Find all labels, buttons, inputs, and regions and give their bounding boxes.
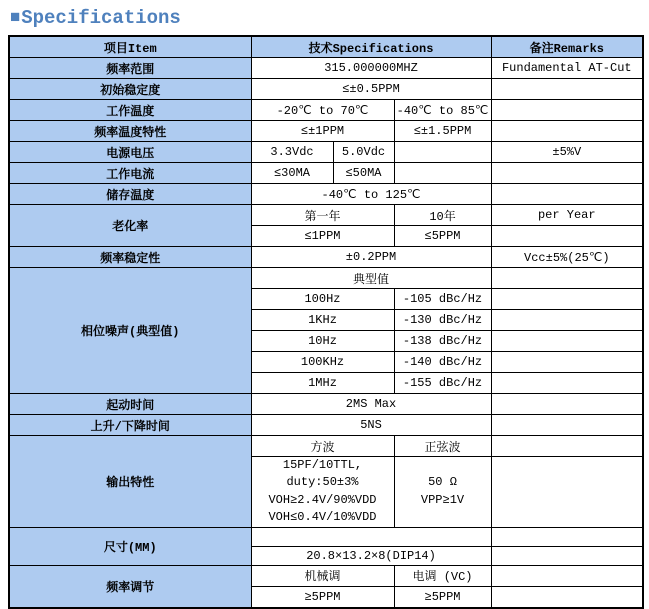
empty-cell — [491, 163, 643, 184]
op-temp-value-1: -20℃ to 70℃ — [251, 100, 394, 121]
freq-adjust-header-mech: 机械调 — [251, 565, 394, 586]
header-remarks: 备注Remarks — [491, 36, 643, 58]
op-temp-label: 工作温度 — [9, 100, 251, 121]
freq-range-value: 315.000000MHZ — [251, 58, 491, 79]
supply-voltage-value-1: 3.3Vdc — [251, 142, 333, 163]
phase-noise-value: -140 dBc/Hz — [394, 352, 491, 373]
page-title — [10, 7, 649, 29]
empty-cell — [491, 457, 643, 528]
empty-cell — [491, 586, 643, 608]
phase-noise-freq: 100KHz — [251, 352, 394, 373]
output-square-line: 15PF/10TTL, duty:50±3% — [282, 458, 363, 490]
row-phase-noise-header — [9, 268, 643, 289]
phase-noise-freq: 1KHz — [251, 310, 394, 331]
freq-stability-value: ±0.2PPM — [251, 247, 491, 268]
empty-cell — [491, 79, 643, 100]
empty-cell — [491, 226, 643, 247]
aging-header-2: 10年 — [394, 205, 491, 226]
rise-fall-time-label: 上升/下降时间 — [9, 415, 251, 436]
initial-stability-value: ≤±0.5PPM — [251, 79, 491, 100]
empty-cell — [491, 373, 643, 394]
row-rise-fall-time — [9, 415, 643, 436]
row-initial-stability — [9, 79, 643, 100]
freq-temp-value-2: ≤±1.5PPM — [394, 121, 491, 142]
freq-adjust-value-mech: ≥5PPM — [251, 586, 394, 608]
phase-noise-value: -130 dBc/Hz — [394, 310, 491, 331]
empty-cell — [491, 436, 643, 457]
phase-noise-value: -105 dBc/Hz — [394, 289, 491, 310]
freq-adjust-label: 频率调节 — [9, 565, 251, 608]
empty-cell — [491, 394, 643, 415]
aging-remark: per Year — [491, 205, 643, 226]
row-startup-time — [9, 394, 643, 415]
output-header-sine: 正弦波 — [394, 436, 491, 457]
phase-noise-freq: 100Hz — [251, 289, 394, 310]
freq-range-remark: Fundamental AT-Cut — [491, 58, 643, 79]
row-output-header — [9, 436, 643, 457]
empty-cell — [394, 142, 491, 163]
output-square-detail — [251, 457, 394, 528]
aging-value-1: ≤1PPM — [251, 226, 394, 247]
title-text: Specifications — [21, 7, 181, 29]
row-freq-adjust-1 — [9, 565, 643, 586]
startup-time-label: 起动时间 — [9, 394, 251, 415]
output-sine-line: 50 Ω — [428, 475, 457, 490]
op-temp-value-2: -40℃ to 85℃ — [394, 100, 491, 121]
rise-fall-time-value: 5NS — [251, 415, 491, 436]
header-item: 项目Item — [9, 36, 251, 58]
supply-voltage-value-2: 5.0Vdc — [333, 142, 394, 163]
row-storage-temp — [9, 184, 643, 205]
empty-cell — [491, 415, 643, 436]
empty-cell — [491, 352, 643, 373]
freq-range-label: 频率范围 — [9, 58, 251, 79]
freq-adjust-header-vc: 电调 (VC) — [394, 565, 491, 586]
output-header-square: 方波 — [251, 436, 394, 457]
header-spec: 技术Specifications — [251, 36, 491, 58]
header-row — [9, 36, 643, 58]
dimensions-value: 20.8×13.2×8(DIP14) — [251, 546, 491, 565]
output-square-line: VOH≤0.4V/10%VDD — [268, 510, 377, 525]
empty-cell — [491, 331, 643, 352]
freq-stability-remark: Vcc±5%(25℃) — [491, 247, 643, 268]
dimensions-label: 尺寸(MM) — [9, 527, 251, 565]
storage-temp-value: -40℃ to 125℃ — [251, 184, 491, 205]
empty-cell — [491, 527, 643, 546]
row-freq-range — [9, 58, 643, 79]
freq-stability-label: 频率稳定性 — [9, 247, 251, 268]
startup-time-value: 2MS Max — [251, 394, 491, 415]
freq-adjust-value-vc: ≥5PPM — [394, 586, 491, 608]
row-freq-stability — [9, 247, 643, 268]
supply-voltage-remark: ±5%V — [491, 142, 643, 163]
empty-cell — [491, 100, 643, 121]
specifications-table — [8, 35, 644, 609]
row-op-current — [9, 163, 643, 184]
row-freq-temp — [9, 121, 643, 142]
aging-header-1: 第一年 — [251, 205, 394, 226]
empty-cell — [491, 268, 643, 289]
freq-temp-value-1: ≤±1PPM — [251, 121, 394, 142]
phase-noise-label: 相位噪声(典型值) — [9, 268, 251, 394]
storage-temp-label: 储存温度 — [9, 184, 251, 205]
aging-label: 老化率 — [9, 205, 251, 247]
op-current-value-2: ≤50MA — [333, 163, 394, 184]
empty-cell — [491, 546, 643, 565]
phase-noise-value: -155 dBc/Hz — [394, 373, 491, 394]
supply-voltage-label: 电源电压 — [9, 142, 251, 163]
phase-noise-value: -138 dBc/Hz — [394, 331, 491, 352]
aging-value-2: ≤5PPM — [394, 226, 491, 247]
empty-cell — [491, 121, 643, 142]
row-aging-1 — [9, 205, 643, 226]
output-sine-detail — [394, 457, 491, 528]
output-sine-line: VPP≥1V — [420, 492, 465, 507]
phase-noise-freq: 1MHz — [251, 373, 394, 394]
initial-stability-label: 初始稳定度 — [9, 79, 251, 100]
freq-temp-label: 频率温度特性 — [9, 121, 251, 142]
phase-noise-freq: 10Hz — [251, 331, 394, 352]
row-op-temp — [9, 100, 643, 121]
op-current-label: 工作电流 — [9, 163, 251, 184]
phase-noise-typical-header: 典型值 — [251, 268, 491, 289]
row-dimensions-1 — [9, 527, 643, 546]
empty-cell — [491, 565, 643, 586]
title-bullet-icon: ■ — [10, 8, 21, 28]
output-square-line: VOH≥2.4V/90%VDD — [268, 492, 377, 507]
row-supply-voltage — [9, 142, 643, 163]
empty-cell — [251, 527, 491, 546]
output-label: 输出特性 — [9, 436, 251, 528]
empty-cell — [394, 163, 491, 184]
op-current-value-1: ≤30MA — [251, 163, 333, 184]
empty-cell — [491, 289, 643, 310]
empty-cell — [491, 184, 643, 205]
empty-cell — [491, 310, 643, 331]
